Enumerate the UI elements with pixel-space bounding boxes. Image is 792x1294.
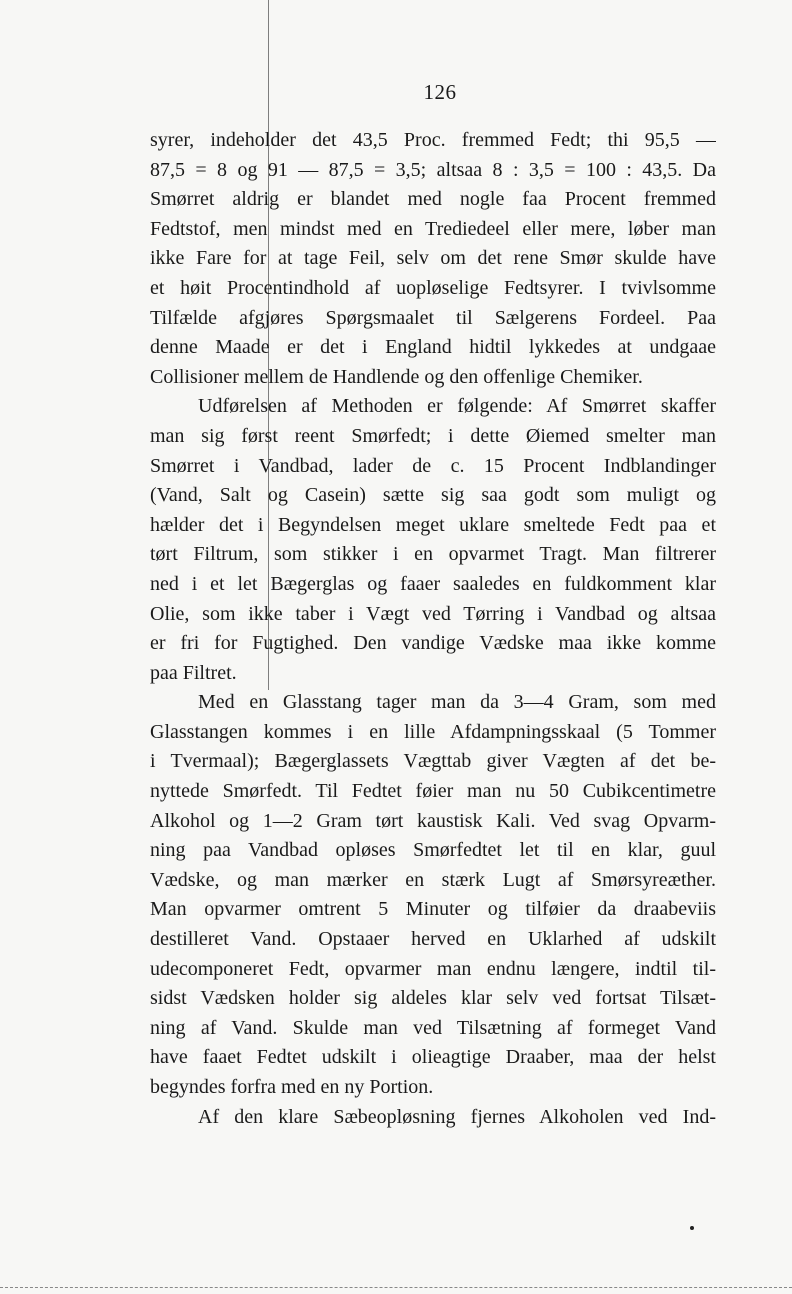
text-line: i Tvermaal); Bægerglassets Vægttab giver Vægten af det be- (150, 750, 716, 773)
text-line: sidst Vædsken holder sig aldeles klar selv ved fortsat Tilsæt- (150, 987, 716, 1010)
text-line: er fri for Fugtighed. Den vandige Vædske maa ikke komme (150, 632, 716, 655)
text-line: tørt Filtrum, som stikker i en opvarmet Tragt. Man filtrerer (150, 543, 716, 566)
text-line: nyttede Smørfedt. Til Fedtet føier man nu 50 Cubikcentimetre (150, 780, 716, 803)
text-line: denne Maade er det i England hidtil lykkedes at undgaae (150, 336, 716, 359)
text-line: Udførelsen af Methoden er følgende: Af Smørret skaffer (198, 395, 716, 418)
text-line: have faaet Fedtet udskilt i olieagtige Draaber, maa der helst (150, 1046, 716, 1069)
text-line: Med en Glasstang tager man da 3—4 Gram, som med (198, 691, 716, 714)
text-line: Man opvarmer omtrent 5 Minuter og tilføier da draabeviis (150, 898, 716, 921)
text-line: man sig først reent Smørfedt; i dette Øiemed smelter man (150, 424, 716, 447)
text-line: Glasstangen kommes i en lille Afdampningsskaal (5 Tommer (150, 720, 716, 743)
text-line: 87,5 = 8 og 91 — 87,5 = 3,5; altsaa 8 : 3,5 = 100 : 43,5. Da (150, 158, 716, 181)
text-line: Af den klare Sæbeopløsning fjernes Alkoholen ved Ind- (198, 1105, 716, 1128)
page-bottom-edge (0, 1286, 792, 1288)
text-line: Alkohol og 1—2 Gram tørt kaustisk Kali. Ved svag Opvarm- (150, 809, 716, 832)
text-line: Smørret i Vandbad, lader de c. 15 Procent Indblandinger (150, 454, 716, 477)
text-line: udecomponeret Fedt, opvarmer man endnu længere, indtil til- (150, 957, 716, 980)
text-line: Olie, som ikke taber i Vægt ved Tørring i Vandbad og altsaa (150, 602, 716, 625)
paragraph-2 (150, 392, 716, 688)
text-line: hælder det i Begyndelsen meget uklare smeltede Fedt paa et (150, 513, 716, 536)
text-line: ning af Vand. Skulde man ved Tilsætning af formeget Vand (150, 1016, 716, 1039)
paragraph-1 (150, 126, 716, 392)
text-line: begyndes forfra med en ny Portion. (150, 1076, 434, 1098)
page-number: 126 (423, 80, 457, 104)
text-line: Fedtstof, men mindst med en Trediedeel eller mere, løber man (150, 217, 716, 240)
text-line: Collisioner mellem de Handlende og den offenlige Chemiker. (150, 365, 643, 388)
text-line: ned i et let Bægerglas og faaer saaledes en fuldkomment klar (150, 572, 716, 595)
text-line: Vædske, og man mærker en stærk Lugt af Smørsyreæther. (150, 868, 716, 891)
text-line: ning paa Vandbad opløses Smørfedtet let til en klar, guul (150, 839, 716, 862)
text-line: ikke Fare for at tage Feil, selv om det rene Smør skulde have (150, 247, 716, 270)
text-line: Tilfælde afgjøres Spørgsmaalet til Sælgerens Fordeel. Paa (150, 306, 716, 329)
text-line: et høit Procentindhold af uopløselige Fedtsyrer. I tvivlsomme (150, 276, 716, 299)
ink-speck (690, 1226, 694, 1230)
paragraph-3 (150, 688, 716, 1102)
text-line: Smørret aldrig er blandet med nogle faa Procent fremmed (150, 188, 716, 211)
text-line: destilleret Vand. Opstaaer herved en Uklarhed af udskilt (150, 928, 716, 951)
text-line: (Vand, Salt og Casein) sætte sig saa godt som muligt og (150, 484, 716, 507)
text-line: paa Filtret. (150, 661, 237, 684)
body-text (150, 126, 716, 1132)
paragraph-4 (150, 1103, 716, 1133)
text-line: syrer, indeholder det 43,5 Proc. fremmed Fedt; thi 95,5 — (150, 129, 716, 151)
